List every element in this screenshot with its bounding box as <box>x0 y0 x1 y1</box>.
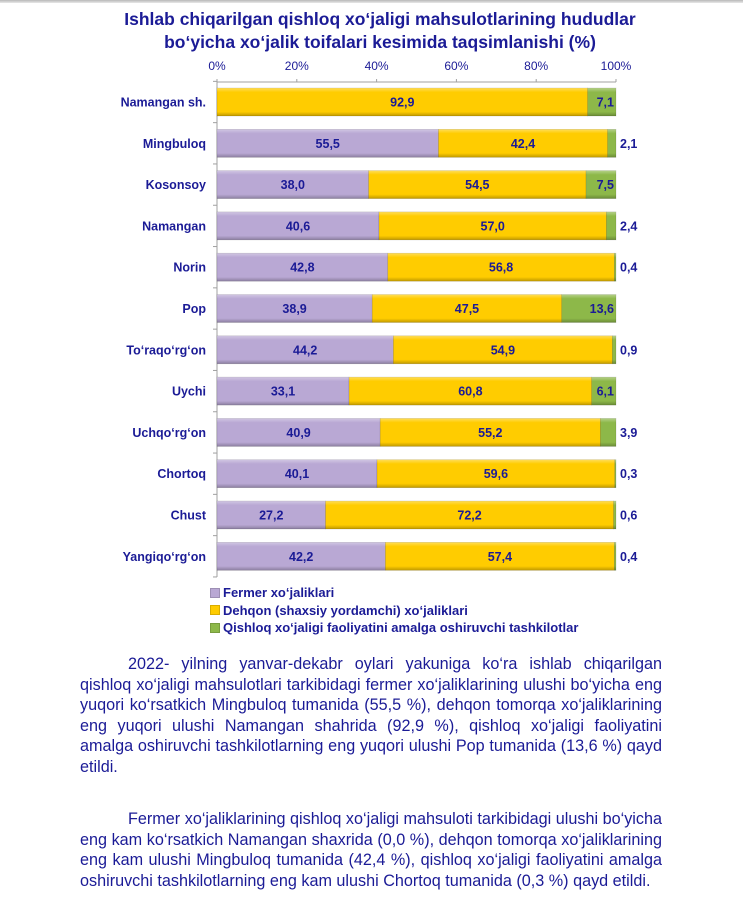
data-label: 57,4 <box>487 549 513 564</box>
data-label: 13,6 <box>589 302 614 316</box>
x-tick-label: 80% <box>524 59 549 73</box>
data-label: 57,0 <box>480 219 505 234</box>
category-label: Uchqo‘rg‘on <box>132 425 206 440</box>
chart-title-line-1: Ishlab chiqarilgan qishloq xo‘jaligi mahsulotlarining hududlar <box>124 9 636 29</box>
data-label: 2,1 <box>620 136 638 151</box>
data-label: 54,9 <box>490 343 516 358</box>
category-label: Kosonsoy <box>145 178 206 193</box>
bar-segment-shading <box>615 460 616 488</box>
data-label: 55,2 <box>478 425 503 440</box>
bar-segment-shading <box>612 336 616 364</box>
data-label: 0,6 <box>620 508 638 523</box>
category-label: Mingbuloq <box>142 136 206 151</box>
x-tick-label: 40% <box>364 59 389 73</box>
category-label: Chust <box>170 508 206 523</box>
bar-segment-shading <box>614 501 616 529</box>
bar-segment <box>612 336 616 364</box>
data-label: 72,2 <box>457 508 482 523</box>
x-tick-label: 20% <box>284 59 309 73</box>
category-label: Uychi <box>171 384 206 399</box>
data-label: 38,0 <box>280 178 305 193</box>
legend-label-tashkilotlar: Qishloq xo‘jaligi faoliyatini amalga oshiruvchi tashkilotlar <box>223 620 579 636</box>
bar-segment <box>614 542 616 570</box>
data-label: 6,1 <box>596 384 614 399</box>
bar-segment-shading <box>614 542 616 570</box>
bar-segment-shading <box>600 418 616 446</box>
legend-item-tashkilotlar <box>210 619 578 637</box>
bar-segment <box>608 129 616 157</box>
bar-segment <box>614 501 616 529</box>
legend-swatch-dehqon <box>210 605 220 615</box>
data-label: 0,4 <box>620 549 638 564</box>
data-label: 44,2 <box>293 343 318 358</box>
data-label: 60,8 <box>458 384 483 399</box>
category-label: Pop <box>182 302 206 316</box>
data-label: 27,2 <box>259 508 284 523</box>
bar-segment <box>600 418 616 446</box>
bar-segment-shading <box>614 253 616 281</box>
chart-legend <box>210 584 578 637</box>
category-label: Namangan <box>142 219 206 234</box>
data-label: 7,5 <box>596 178 614 193</box>
bar-segment <box>606 212 616 240</box>
x-tick-label: 60% <box>444 59 469 73</box>
data-label: 0,3 <box>620 467 638 482</box>
paragraph-2: Fermer xo‘jaliklarining qishloq xo‘jaligi mahsuloti tarkibidagi ulushi bo‘yicha eng kam ko‘rsatkich Namangan shaxrida (0,0 %), dehqon tomorqa xo‘jaliklarining eng kam ulushi Mingbuloq tumanida (42,4 %), qishloq xo‘jaligi faoliyatini amalga oshiruvchi tashkilotlarning eng kam ulushi Chortoq tumanida (0,3 %) qayd etildi. <box>80 810 662 890</box>
category-label: Namangan sh. <box>120 95 206 110</box>
x-tick-label: 0% <box>208 59 226 73</box>
data-label: 42,2 <box>289 549 314 564</box>
data-label: 55,5 <box>315 136 340 151</box>
data-label: 42,8 <box>290 260 315 275</box>
data-label: 56,8 <box>488 260 514 275</box>
paragraph-1: 2022- yilning yanvar-dekabr oylari yakuniga ko‘ra ishlab chiqarilgan qishloq xo‘jaligi mahsulotlari tarkibidagi fermer xo‘jaliklarining ulushi bo‘yicha eng yuqori ko‘rsatkich Mingbuloq tumanida (55,5 %), dehqon tomorqa xo‘jaliklarining eng yuqori ulushi Namangan shahrida (92,9 %), qishloq xo‘jaligi faoliyatini amalga oshiruvchi tashkilotlarning eng yuqori ulushi Pop tumanida (13,6 %) qayd etildi. <box>80 655 662 776</box>
data-label: 3,9 <box>620 425 638 440</box>
legend-swatch-fermer <box>210 588 220 598</box>
data-label: 7,1 <box>596 95 614 110</box>
data-label: 40,9 <box>286 425 311 440</box>
data-label: 0,4 <box>620 260 638 275</box>
category-label: Yangiqo‘rg‘on <box>122 549 206 564</box>
bar-segment-shading <box>606 212 616 240</box>
legend-item-fermer <box>210 584 578 602</box>
category-label: Norin <box>173 260 206 275</box>
bar-segment <box>615 460 616 488</box>
data-label: 59,6 <box>483 467 509 482</box>
legend-label-fermer: Fermer xo‘jaliklari <box>223 585 335 601</box>
category-label: Chortoq <box>157 467 206 482</box>
chart-title-line-2: bo‘yicha xo‘jalik toifalari kesimida taqsimlanishi (%) <box>164 32 596 52</box>
x-tick-label: 100% <box>600 59 632 73</box>
bar-segment <box>614 253 616 281</box>
category-label: To‘raqo‘rg‘on <box>126 343 206 358</box>
legend-swatch-tashkilotlar <box>210 623 220 633</box>
data-label: 2,4 <box>620 219 638 234</box>
data-label: 38,9 <box>282 302 307 316</box>
data-label: 40,1 <box>284 467 310 482</box>
data-label: 40,6 <box>285 219 311 234</box>
data-label: 92,9 <box>390 95 415 110</box>
data-label: 0,9 <box>620 343 638 358</box>
data-label: 47,5 <box>454 302 480 316</box>
data-label: 33,1 <box>270 384 296 399</box>
bar-segment-shading <box>608 129 616 157</box>
legend-label-dehqon: Dehqon (shaxsiy yordamchi) xo‘jaliklari <box>223 602 468 618</box>
data-label: 54,5 <box>465 178 490 193</box>
data-label: 42,4 <box>510 136 536 151</box>
legend-item-dehqon <box>210 602 578 620</box>
